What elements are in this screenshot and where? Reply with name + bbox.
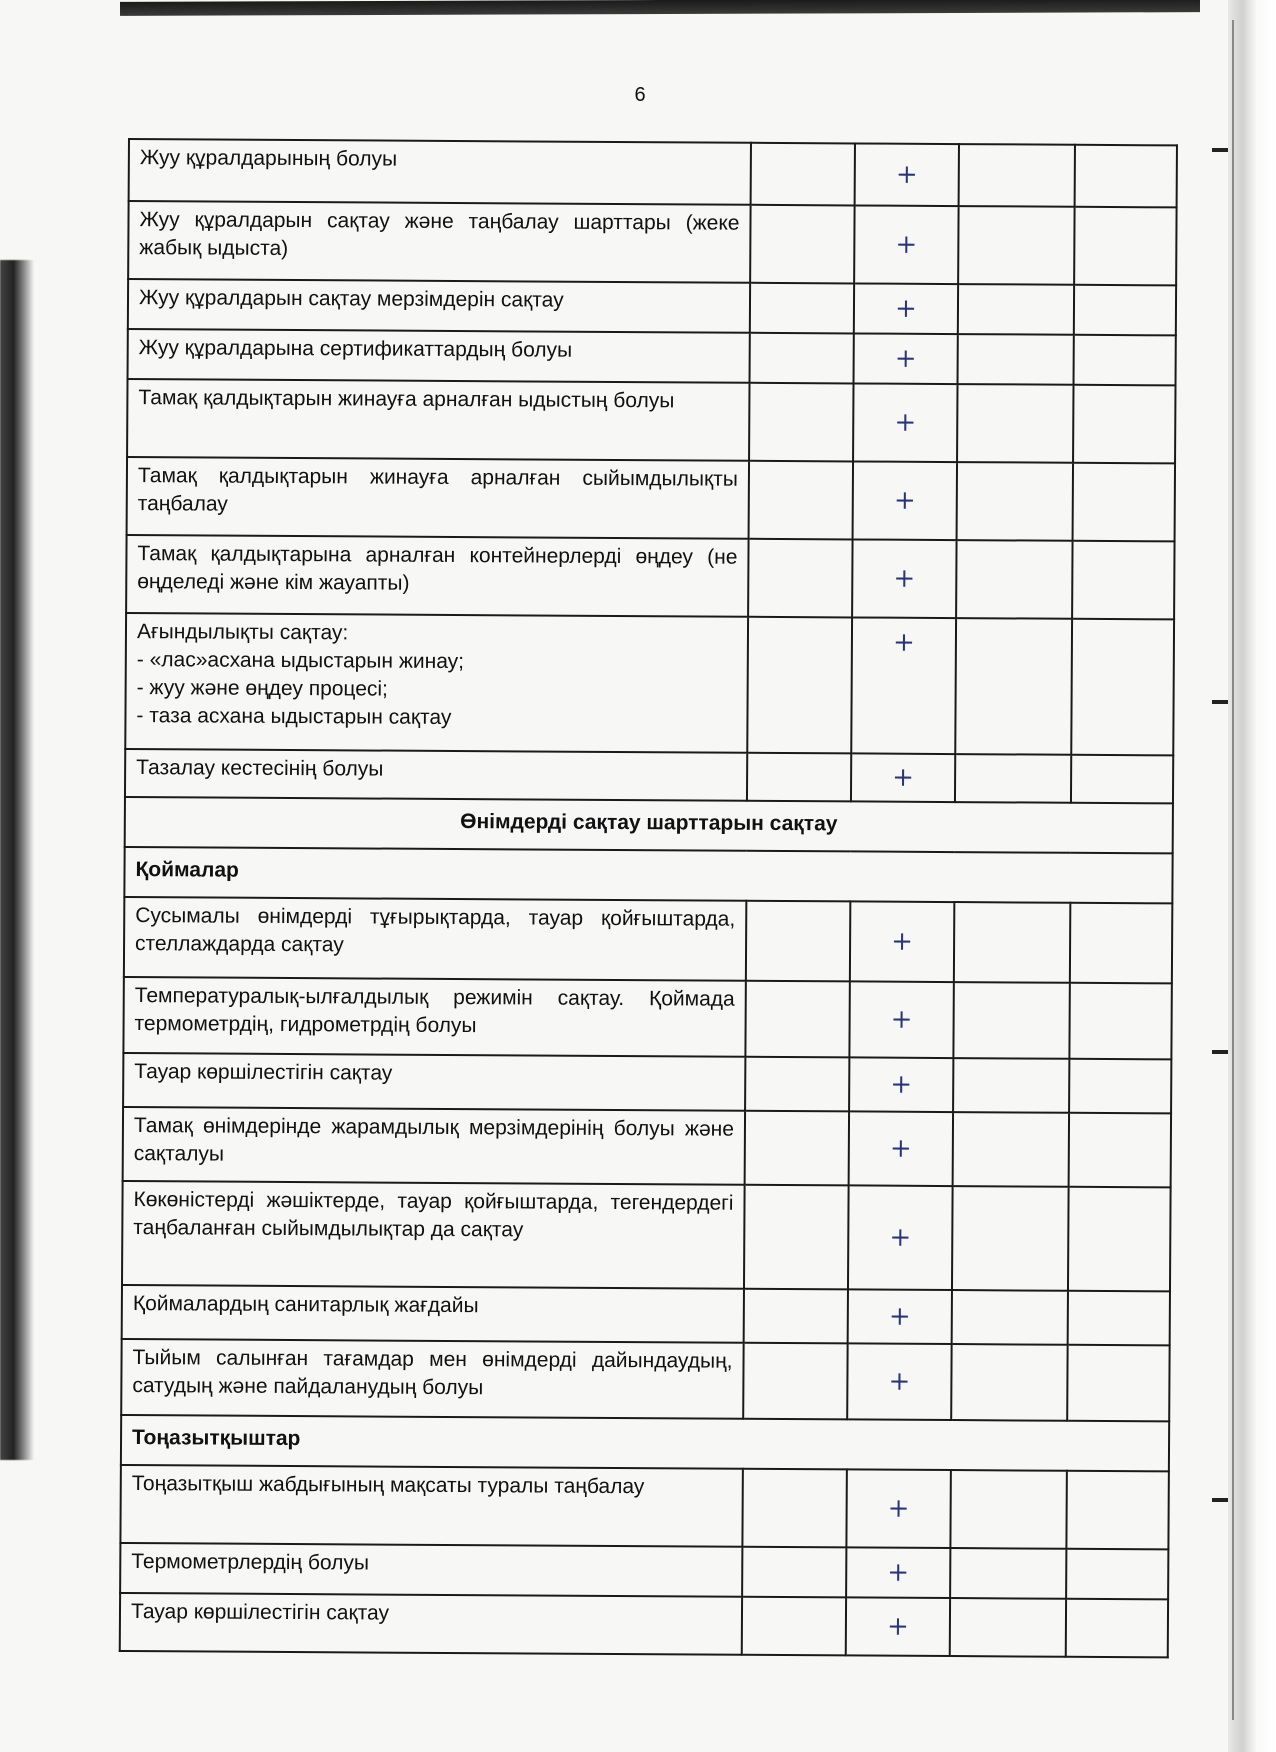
- empty-cell: [743, 1343, 847, 1420]
- handwritten-plus-mark: +: [848, 1185, 953, 1290]
- table-row: [125, 613, 1174, 755]
- empty-cell: [1072, 541, 1174, 620]
- empty-cell: [955, 754, 1071, 803]
- criterion-cell: Жуу құралдарының болуы: [129, 139, 751, 205]
- criterion-cell: Көкөністерді жәшіктерде, тауар қойғыштарда, тегендердегі таңбаланған сыйымдылықтар да сақтау: [122, 1181, 745, 1289]
- table-row: [123, 1107, 1171, 1187]
- handwritten-plus-mark: +: [849, 1057, 953, 1112]
- empty-cell: [1066, 1549, 1168, 1600]
- empty-cell: [749, 383, 853, 462]
- empty-cell: [742, 1547, 846, 1598]
- empty-cell: [954, 902, 1070, 983]
- empty-cell: [1068, 1291, 1170, 1346]
- handwritten-plus-mark: +: [852, 539, 956, 618]
- table-row: [125, 797, 1173, 853]
- criterion-cell: Жуу құралдарына сертификаттардың болуы: [128, 329, 750, 383]
- empty-cell: [958, 206, 1074, 285]
- empty-cell: [742, 1469, 846, 1548]
- handwritten-plus-mark: +: [851, 753, 955, 802]
- table-row: [120, 1593, 1168, 1657]
- empty-cell: [1066, 1471, 1168, 1550]
- empty-cell: [957, 384, 1073, 463]
- empty-cell: [747, 753, 851, 802]
- handwritten-plus-mark: +: [850, 901, 954, 982]
- empty-cell: [1074, 285, 1176, 336]
- empty-cell: [751, 143, 855, 206]
- empty-cell: [950, 1598, 1066, 1657]
- empty-cell: [955, 618, 1072, 755]
- subsection-heading: Қоймалар: [124, 847, 1172, 903]
- empty-cell: [1075, 145, 1177, 208]
- handwritten-plus-mark: +: [849, 1111, 953, 1186]
- handwritten-plus-mark: +: [847, 1343, 951, 1420]
- empty-cell: [744, 1289, 848, 1344]
- empty-cell: [748, 539, 852, 618]
- empty-cell: [952, 1186, 1069, 1291]
- criterion-cell: Тамақ қалдықтарын жинауға арналған сыйымдылықты таңбалау: [127, 457, 749, 539]
- criterion-cell: Тауар көршілестігін сақтау: [120, 1593, 742, 1655]
- table-row: [124, 897, 1172, 983]
- subsection-heading: Тоңазытқыштар: [121, 1415, 1169, 1471]
- margin-mark: [1212, 1498, 1228, 1502]
- handwritten-plus-mark: +: [846, 1469, 950, 1548]
- empty-cell: [744, 1185, 849, 1290]
- empty-cell: [950, 1548, 1066, 1599]
- handwritten-plus-mark: +: [848, 1289, 952, 1344]
- table-row: [127, 457, 1175, 541]
- table-row: [120, 1465, 1168, 1549]
- empty-cell: [1069, 1113, 1171, 1188]
- empty-cell: [747, 617, 852, 754]
- empty-cell: [957, 462, 1073, 541]
- handwritten-plus-mark: +: [854, 205, 958, 284]
- empty-cell: [1067, 1345, 1169, 1422]
- margin-mark: [1212, 148, 1228, 152]
- criterion-cell: Тоңазытқыш жабдығының мақсаты туралы таңбалау: [120, 1465, 742, 1547]
- table-row: [128, 279, 1176, 335]
- empty-cell: [951, 1344, 1067, 1421]
- table-row: [129, 139, 1177, 207]
- criterion-cell: Тыйым салынған тағамдар мен өнімдерді дайындаудың, сатудың және пайдаланудың болуы: [121, 1339, 743, 1419]
- handwritten-plus-mark: +: [855, 143, 959, 206]
- criterion-cell: Сусымалы өнімдерді тұғырықтарда, тауар қойғыштарда, стеллаждарда сақтау: [124, 897, 746, 981]
- empty-cell: [958, 284, 1074, 335]
- criterion-line: Ағындылықты сақтау:: [136, 620, 349, 645]
- table-row: [124, 847, 1172, 903]
- empty-cell: [745, 981, 849, 1058]
- empty-cell: [958, 334, 1074, 385]
- empty-cell: [952, 1290, 1068, 1345]
- empty-cell: [953, 982, 1069, 1059]
- margin-mark: [1212, 1050, 1228, 1054]
- table-row: [126, 535, 1174, 619]
- table-row: [121, 1339, 1169, 1421]
- criterion-cell: Қоймалардың санитарлық жағдайы: [122, 1285, 744, 1343]
- criterion-cell: [125, 613, 748, 753]
- empty-cell: [750, 205, 854, 284]
- criterion-line: - «лас»асхана ыдыстарын жинау;: [136, 648, 465, 674]
- handwritten-plus-mark: +: [851, 617, 956, 754]
- table-row: [123, 1053, 1171, 1113]
- empty-cell: [1066, 1599, 1168, 1658]
- criterion-cell: Тазалау кестесінің болуы: [125, 749, 747, 801]
- empty-cell: [1074, 335, 1176, 386]
- page-number: 6: [634, 84, 646, 106]
- empty-cell: [956, 540, 1072, 619]
- empty-cell: [1069, 1059, 1171, 1114]
- empty-cell: [746, 901, 850, 982]
- empty-cell: [745, 1111, 849, 1186]
- empty-cell: [750, 283, 854, 334]
- criterion-cell: Термометрлердің болуы: [120, 1543, 742, 1597]
- empty-cell: [1068, 1187, 1171, 1292]
- criterion-line: - жуу және өңдеу процесі;: [136, 676, 389, 701]
- empty-cell: [953, 1058, 1069, 1113]
- criterion-cell: Жуу құралдарын сақтау мерзімдерін сақтау: [128, 279, 750, 333]
- checklist-sheet: [119, 138, 1176, 1664]
- handwritten-plus-mark: +: [853, 383, 957, 462]
- criterion-cell: Температуралық-ылғалдылық режимін сақтау. Қоймада термометрдің, гидрометрдің болуы: [123, 977, 745, 1057]
- handwritten-plus-mark: +: [846, 1547, 950, 1598]
- empty-cell: [1074, 207, 1176, 286]
- table-row: [121, 1415, 1169, 1471]
- empty-cell: [1070, 903, 1172, 984]
- empty-cell: [1073, 385, 1175, 464]
- empty-cell: [749, 461, 853, 540]
- criterion-cell: Тамақ қалдықтарын жинауға арналған ыдыстың болуы: [127, 379, 749, 461]
- empty-cell: [1069, 983, 1171, 1060]
- scan-shadow-top: [120, 0, 1200, 16]
- empty-cell: [1071, 619, 1174, 756]
- criterion-cell: Тамақ өнімдерінде жарамдылық мерзімдерінің болуы және сақталуы: [123, 1107, 745, 1185]
- criterion-cell: Тамақ қалдықтарына арналған контейнерлерді өңдеу (не өңделеді және кім жауапты): [126, 535, 748, 617]
- criterion-cell: Тауар көршілестігін сақтау: [123, 1053, 745, 1111]
- table-row: [122, 1285, 1170, 1345]
- empty-cell: [742, 1597, 846, 1656]
- empty-cell: [950, 1470, 1066, 1549]
- empty-cell: [959, 144, 1075, 207]
- table-row: [127, 379, 1175, 463]
- empty-cell: [750, 333, 854, 384]
- empty-cell: [1073, 463, 1175, 542]
- criterion-line: - таза асхана ыдыстарын сақтау: [136, 704, 452, 729]
- table-row: [128, 201, 1176, 285]
- table-row: [125, 749, 1173, 803]
- scan-shadow-left: [0, 260, 34, 1460]
- empty-cell: [1071, 755, 1173, 804]
- handwritten-plus-mark: +: [849, 981, 953, 1058]
- table-row: [128, 329, 1176, 385]
- section-heading: Өнімдерді сақтау шарттарын сақтау: [125, 797, 1173, 853]
- empty-cell: [953, 1112, 1069, 1187]
- table-row: [120, 1543, 1168, 1599]
- checklist-table: [119, 138, 1178, 1658]
- scan-page-edge-right: [1228, 0, 1276, 1752]
- margin-mark: [1212, 700, 1228, 704]
- empty-cell: [745, 1057, 849, 1112]
- handwritten-plus-mark: +: [854, 283, 958, 334]
- table-row: [123, 977, 1171, 1059]
- handwritten-plus-mark: +: [846, 1597, 950, 1656]
- criterion-cell: Жуу құралдарын сақтау және таңбалау шарттары (жеке жабық ыдыста): [128, 201, 750, 283]
- table-row: [122, 1181, 1171, 1291]
- handwritten-plus-mark: +: [854, 333, 958, 384]
- handwritten-plus-mark: +: [853, 461, 957, 540]
